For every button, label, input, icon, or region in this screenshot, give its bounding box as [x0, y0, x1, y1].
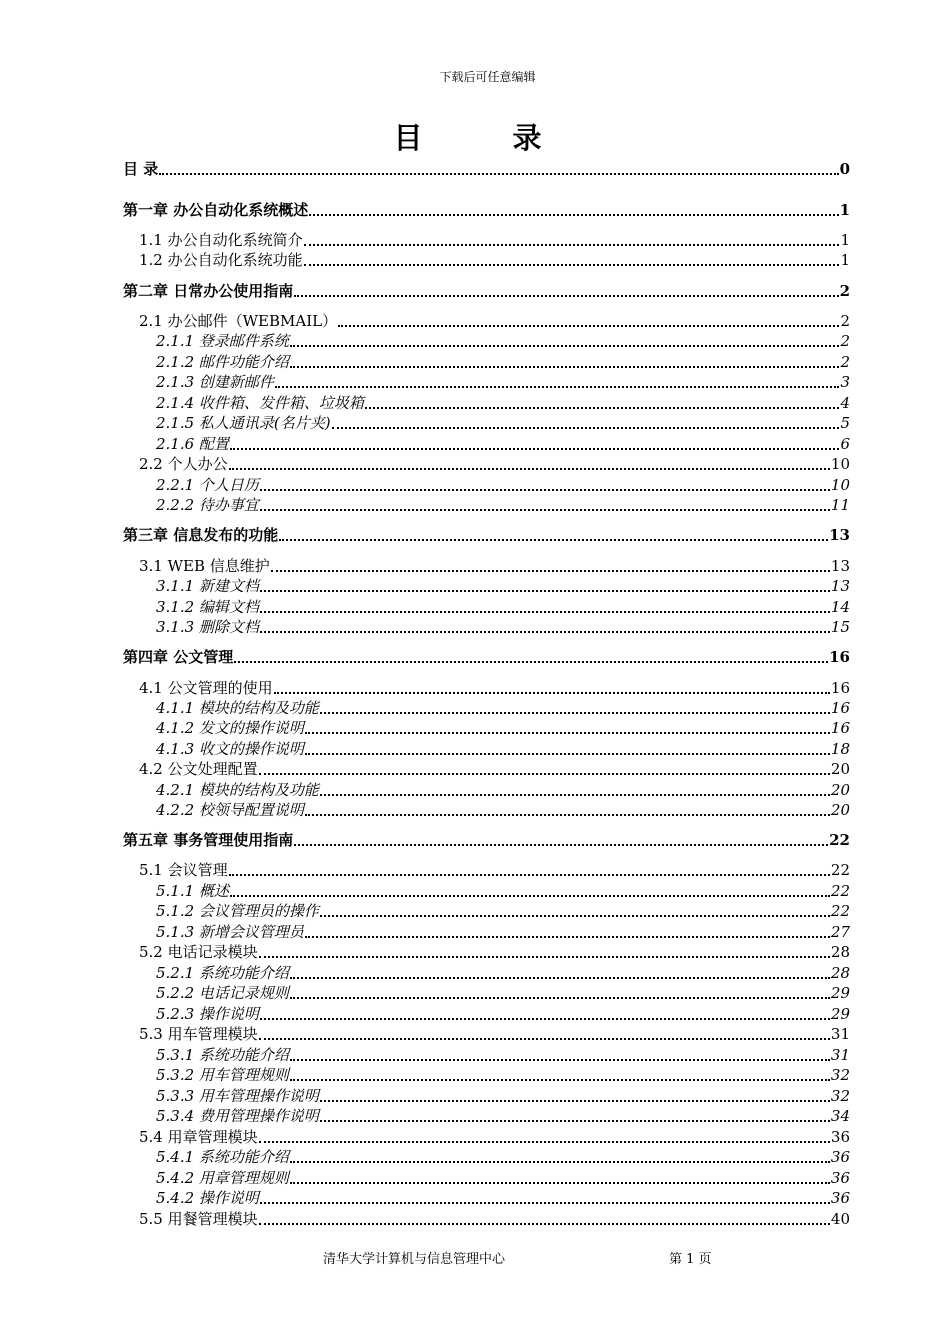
toc-entry-text: 5.5 用餐管理模块: [139, 1210, 258, 1228]
toc-entry-text: 第四章 公文管理: [123, 648, 234, 666]
toc-entry-section[interactable]: [139, 555, 850, 575]
toc-entry-page: 1: [839, 201, 850, 219]
toc-entry-text: 第一章 办公自动化系统概述: [123, 201, 309, 219]
toc-entry-sub[interactable]: [156, 392, 850, 412]
toc-entry-page: 10: [830, 455, 850, 473]
toc-entry-page: 22: [830, 882, 850, 900]
dot-leader: [294, 836, 828, 846]
dot-leader: [260, 623, 830, 633]
toc-entry-section[interactable]: [139, 229, 850, 249]
toc-entry-page: 3: [840, 373, 850, 391]
dot-leader: [320, 786, 830, 796]
toc-entry-sub[interactable]: [156, 371, 850, 391]
toc-entry-page: 31: [830, 1025, 850, 1043]
toc-entry-text: 5.3.4 费用管理操作说明: [156, 1107, 319, 1125]
toc-entry-sub[interactable]: [156, 717, 850, 737]
toc-entry-text: 第二章 日常办公使用指南: [123, 282, 294, 300]
toc-entry-page: 22: [830, 861, 850, 879]
dot-leader: [230, 440, 840, 450]
toc-entry-sub[interactable]: [156, 351, 850, 371]
toc-entry-sub[interactable]: [156, 412, 850, 432]
toc-entry-text: 5.3.3 用车管理操作说明: [156, 1087, 319, 1105]
toc-entry-text: 4.2 公文处理配置: [139, 760, 258, 778]
dot-leader: [259, 1030, 830, 1040]
toc-entry-sub[interactable]: [156, 494, 850, 514]
dot-leader: [320, 1112, 830, 1122]
toc-entry-sub[interactable]: [156, 900, 850, 920]
toc-entry-sub[interactable]: [156, 1044, 850, 1064]
dot-leader: [290, 337, 840, 347]
dot-leader: [320, 1092, 830, 1102]
toc-entry-page: 40: [830, 1210, 850, 1228]
toc-entry-section[interactable]: [139, 453, 850, 473]
toc-entry-sub[interactable]: [156, 799, 850, 819]
dot-leader: [290, 358, 840, 368]
toc-entry-sub[interactable]: [156, 921, 850, 941]
toc-entry-sub[interactable]: [156, 1085, 850, 1105]
toc-entry-page: 29: [830, 984, 850, 1002]
toc-entry-text: 3.1.2 编辑文档: [156, 598, 259, 616]
toc-entry-text: 2.1.6 配置: [156, 435, 229, 453]
toc-entry-page: 13: [830, 557, 850, 575]
toc-entry-page: 32: [830, 1066, 850, 1084]
dot-leader: [320, 704, 830, 714]
dot-leader: [305, 928, 830, 938]
toc-entry-text: 2.1.1 登录邮件系统: [156, 332, 289, 350]
dot-leader: [259, 1133, 830, 1143]
toc-entry-page: 14: [830, 598, 850, 616]
toc-entry-page: 15: [830, 618, 850, 636]
toc-entry-text: 5.3.2 用车管理规则: [156, 1066, 289, 1084]
toc-entry-sub[interactable]: [156, 1105, 850, 1125]
dot-leader: [294, 287, 838, 297]
toc-entry-text: 5.3.1 系统功能介绍: [156, 1046, 289, 1064]
dot-leader: [260, 501, 830, 511]
toc-entry-page: 28: [830, 964, 850, 982]
toc-entry-sub[interactable]: [156, 880, 850, 900]
dot-leader: [290, 1051, 830, 1061]
toc-entry-text: 5.1.2 会议管理员的操作: [156, 902, 319, 920]
toc-entry-page: 20: [830, 781, 850, 799]
toc-entry-text: 2.2.1 个人日历: [156, 476, 259, 494]
toc-entry-page: 1: [840, 231, 850, 249]
toc-entry-text: 5.2.2 电话记录规则: [156, 984, 289, 1002]
dot-leader: [290, 969, 830, 979]
dot-leader: [305, 745, 830, 755]
footer-organization: 清华大学计算机与信息管理中心: [323, 1252, 506, 1267]
toc-entry-chapter[interactable]: [123, 829, 850, 849]
toc-entry-text: 5.2.1 系统功能介绍: [156, 964, 289, 982]
dot-leader: [274, 684, 830, 694]
toc-entry-sub[interactable]: [156, 330, 850, 350]
header-note: 下载后可任意编辑: [439, 70, 536, 84]
toc-entry-sub[interactable]: [156, 1003, 850, 1023]
toc-entry-sub[interactable]: [156, 575, 850, 595]
toc-entry-page: 2: [840, 332, 850, 350]
toc-entry-page: 36: [830, 1189, 850, 1207]
toc-entry-page: 36: [830, 1148, 850, 1166]
toc-entry-page: 11: [830, 496, 850, 514]
dot-leader: [229, 866, 830, 876]
toc-entry-text: 3.1 WEB 信息维护: [139, 557, 270, 575]
toc-entry-text: 4.1.2 发文的操作说明: [156, 719, 304, 737]
toc-entry-text: 2.1.2 邮件功能介绍: [156, 353, 289, 371]
dot-leader: [304, 236, 840, 246]
toc-entry-chapter[interactable]: [123, 158, 850, 178]
toc-entry-sub[interactable]: [156, 596, 850, 616]
toc-entry-text: 2.1.3 创建新邮件: [156, 373, 274, 391]
toc-entry-sub[interactable]: [156, 779, 850, 799]
toc-entry-page: 2: [839, 282, 850, 300]
toc-entry-page: 29: [830, 1005, 850, 1023]
dot-leader: [365, 399, 840, 409]
dot-leader: [290, 989, 830, 999]
dot-leader: [260, 1194, 830, 1204]
toc-entry-page: 32: [830, 1087, 850, 1105]
toc-entry-section[interactable]: [139, 1126, 850, 1146]
dot-leader: [290, 1153, 830, 1163]
toc-entry-text: 5.1.3 新增会议管理员: [156, 923, 304, 941]
toc-entry-section[interactable]: [139, 310, 850, 330]
toc-entry-text: 3.1.1 新建文档: [156, 577, 259, 595]
toc-entry-page: 0: [839, 160, 850, 178]
toc-entry-sub[interactable]: [156, 738, 850, 758]
dot-leader: [234, 653, 828, 663]
toc-entry-sub[interactable]: [156, 1187, 850, 1207]
toc-entry-page: 27: [830, 923, 850, 941]
toc-entry-text: 4.1.1 模块的结构及功能: [156, 699, 319, 717]
dot-leader: [260, 481, 830, 491]
toc-entry-sub[interactable]: [156, 616, 850, 636]
toc-entry-page: 20: [830, 801, 850, 819]
toc-entry-text: 1.1 办公自动化系统简介: [139, 231, 303, 249]
toc-entry-sub[interactable]: [156, 1146, 850, 1166]
toc-entry-page: 13: [830, 577, 850, 595]
toc-entry-page: 1: [840, 251, 850, 269]
dot-leader: [275, 378, 840, 388]
toc-entry-page: 20: [830, 760, 850, 778]
toc-entry-page: 22: [829, 831, 850, 849]
toc-entry-section[interactable]: [139, 249, 850, 269]
toc-entry-text: 4.2.1 模块的结构及功能: [156, 781, 319, 799]
toc-entry-page: 4: [840, 394, 850, 412]
toc-entry-sub[interactable]: [156, 697, 850, 717]
toc-entry-text: 4.1 公文管理的使用: [139, 679, 273, 697]
toc-entry-chapter[interactable]: [123, 646, 850, 666]
dot-leader: [279, 531, 828, 541]
toc-entry-text: 5.2.3 操作说明: [156, 1005, 259, 1023]
dot-leader: [304, 256, 840, 266]
toc-entry-page: 34: [830, 1107, 850, 1125]
dot-leader: [260, 603, 830, 613]
dot-leader: [309, 206, 838, 216]
toc-entry-text: 5.4.2 用章管理规则: [156, 1169, 289, 1187]
dot-leader: [332, 419, 840, 429]
toc-entry-page: 18: [830, 740, 850, 758]
toc-entry-text: 第三章 信息发布的功能: [123, 526, 279, 544]
toc-entry-text: 2.2.2 待办事宜: [156, 496, 259, 514]
toc-entry-text: 2.1.5 私人通讯录(名片夹): [156, 414, 331, 432]
toc-entry-text: 3.1.3 删除文档: [156, 618, 259, 636]
toc-entry-sub[interactable]: [156, 962, 850, 982]
toc-entry-page: 16: [830, 699, 850, 717]
toc-entry-text: 1.2 办公自动化系统功能: [139, 251, 303, 269]
toc-entry-section[interactable]: [139, 677, 850, 697]
dot-leader: [259, 948, 830, 958]
toc-entry-chapter[interactable]: [123, 280, 850, 300]
page-title: 目 录: [393, 121, 582, 155]
toc-entry-sub[interactable]: [156, 982, 850, 1002]
toc-entry-text: 目 录: [123, 160, 159, 178]
toc-entry-page: 36: [830, 1169, 850, 1187]
toc-entry-text: 2.1.4 收件箱、发件箱、垃圾箱: [156, 394, 364, 412]
toc-entry-page: 5: [840, 414, 850, 432]
toc-entry-page: 2: [840, 353, 850, 371]
dot-leader: [305, 806, 830, 816]
dot-leader: [260, 582, 830, 592]
toc-entry-section[interactable]: [139, 1208, 850, 1228]
dot-leader: [260, 1010, 830, 1020]
dot-leader: [159, 165, 838, 175]
dot-leader: [290, 1071, 830, 1081]
dot-leader: [320, 907, 830, 917]
toc-entry-text: 第五章 事务管理使用指南: [123, 831, 294, 849]
dot-leader: [290, 1174, 830, 1184]
dot-leader: [229, 460, 830, 470]
toc-entry-page: 31: [830, 1046, 850, 1064]
toc-entry-text: 5.3 用车管理模块: [139, 1025, 258, 1043]
toc-entry-page: 16: [830, 679, 850, 697]
toc-entry-text: 4.1.3 收文的操作说明: [156, 740, 304, 758]
dot-leader: [271, 562, 830, 572]
toc-entry-page: 36: [830, 1128, 850, 1146]
toc-entry-chapter[interactable]: [123, 199, 850, 219]
toc-entry-text: 5.1.1 概述: [156, 882, 229, 900]
toc-entry-text: 5.4.2 操作说明: [156, 1189, 259, 1207]
toc-entry-sub[interactable]: [156, 474, 850, 494]
toc-entry-text: 5.4.1 系统功能介绍: [156, 1148, 289, 1166]
toc-entry-page: 10: [830, 476, 850, 494]
dot-leader: [338, 317, 839, 327]
toc-entry-page: 6: [840, 435, 850, 453]
toc-entry-sub[interactable]: [156, 1064, 850, 1084]
toc-entry-page: 13: [829, 526, 850, 544]
toc-entry-section[interactable]: [139, 758, 850, 778]
dot-leader: [305, 724, 830, 734]
toc-entry-page: 28: [830, 943, 850, 961]
toc-entry-page: 16: [830, 719, 850, 737]
toc-entry-sub[interactable]: [156, 433, 850, 453]
toc-entry-page: 22: [830, 902, 850, 920]
toc-entry-text: 5.1 会议管理: [139, 861, 228, 879]
toc-entry-text: 5.2 电话记录模块: [139, 943, 258, 961]
toc-entry-section[interactable]: [139, 859, 850, 879]
toc-entry-sub[interactable]: [156, 1167, 850, 1187]
toc-entry-page: 2: [840, 312, 850, 330]
toc-entry-section[interactable]: [139, 941, 850, 961]
dot-leader: [230, 887, 830, 897]
toc-entry-text: 4.2.2 校领导配置说明: [156, 801, 304, 819]
toc-entry-text: 5.4 用章管理模块: [139, 1128, 258, 1146]
toc-entry-chapter[interactable]: [123, 524, 850, 544]
footer-page-number: 第 1 页: [669, 1252, 712, 1267]
toc-entry-text: 2.1 办公邮件（WEBMAIL）: [139, 312, 338, 330]
toc-entry-page: 16: [829, 648, 850, 666]
dot-leader: [259, 765, 830, 775]
toc-entry-text: 2.2 个人办公: [139, 455, 228, 473]
toc-entry-section[interactable]: [139, 1023, 850, 1043]
dot-leader: [259, 1215, 830, 1225]
